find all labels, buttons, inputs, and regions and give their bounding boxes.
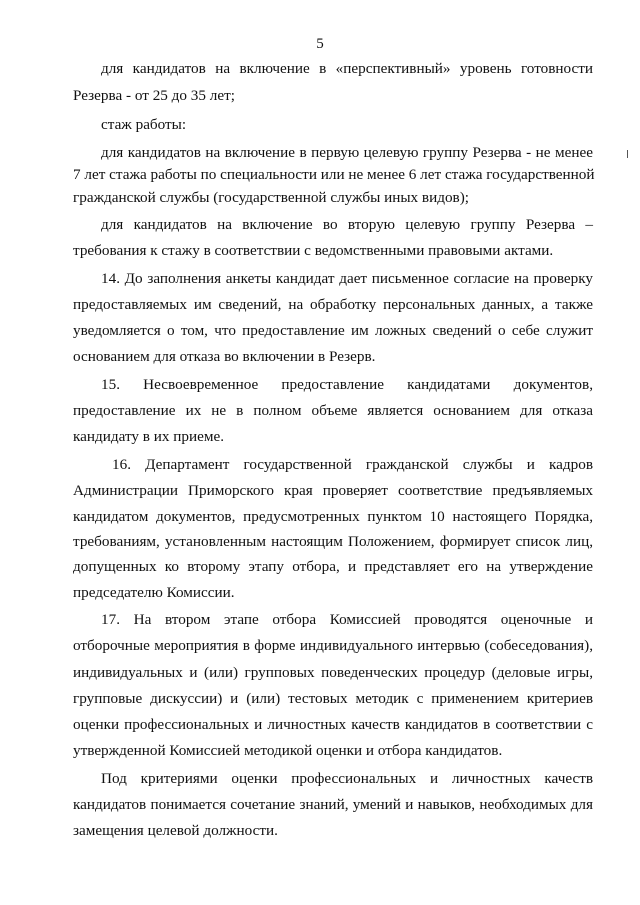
text-line: замещения целевой должности.: [73, 822, 278, 839]
text-line: отборочные мероприятия в форме индивидуального интервью (собеседования),: [73, 637, 593, 654]
text-line: кандидату в их приеме.: [73, 428, 224, 445]
text-line: оценки профессиональных и личностных качеств кандидатов в соответствии с: [73, 716, 593, 733]
scan-mark: [627, 150, 628, 158]
text-line: 7 лет стажа работы по специальности или не менее 6 лет стажа государственной: [73, 166, 595, 183]
text-line: допущенных ко второму этапу отбора, и представляет его на утверждение: [73, 558, 593, 575]
text-line: требованиям, установленным настоящим Положением, формирует список лиц,: [73, 533, 593, 550]
text-line: уведомляется о том, что предоставление им ложных сведений о себе служит: [73, 322, 593, 339]
text-line: для кандидатов на включение в первую целевую группу Резерва - не менее: [101, 144, 593, 161]
text-line: 17. На втором этапе отбора Комиссией проводятся оценочные и: [101, 611, 593, 628]
text-line: предоставляемых им сведений, на обработку персональных данных, а также: [73, 296, 593, 313]
text-line: 14. До заполнения анкеты кандидат дает письменное согласие на проверку: [101, 270, 593, 287]
text-line: председателю Комиссии.: [73, 584, 235, 601]
text-line: кандидатом документов, предусмотренных пунктом 10 настоящего Порядка,: [73, 508, 593, 525]
text-line: Под критериями оценки профессиональных и личностных качеств: [101, 770, 593, 787]
text-line: Резерва - от 25 до 35 лет;: [73, 87, 235, 104]
text-line: Администрации Приморского края проверяет соответствие предъявляемых: [73, 482, 593, 499]
text-line: требования к стажу в соответствии с ведомственными правовыми актами.: [73, 242, 554, 259]
text-line: кандидатов понимается сочетание знаний, умений и навыков, необходимых для: [73, 796, 593, 813]
text-line: 16. Департамент государственной гражданской службы и кадров: [112, 456, 593, 473]
text-line: утвержденной Комиссией методикой оценки и отбора кандидатов.: [73, 742, 503, 759]
text-line: для кандидатов на включение во вторую целевую группу Резерва –: [101, 216, 593, 233]
text-line: индивидуальных и (или) групповых поведенческих процедур (деловые игры,: [73, 664, 593, 681]
page-number: 5: [316, 36, 324, 52]
text-line: основанием для отказа во включении в Резерв.: [73, 348, 376, 365]
text-line: предоставление их не в полном объеме является основанием для отказа: [73, 402, 593, 419]
text-line: для кандидатов на включение в «перспективный» уровень готовности: [101, 60, 593, 77]
text-line: 15. Несвоевременное предоставление кандидатами документов,: [101, 376, 593, 393]
text-line: гражданской службы (государственной службы иных видов);: [73, 189, 469, 206]
text-line: стаж работы:: [101, 116, 187, 133]
text-line: групповые дискуссии) и (или) тестовых методик с применением критериев: [73, 690, 593, 707]
